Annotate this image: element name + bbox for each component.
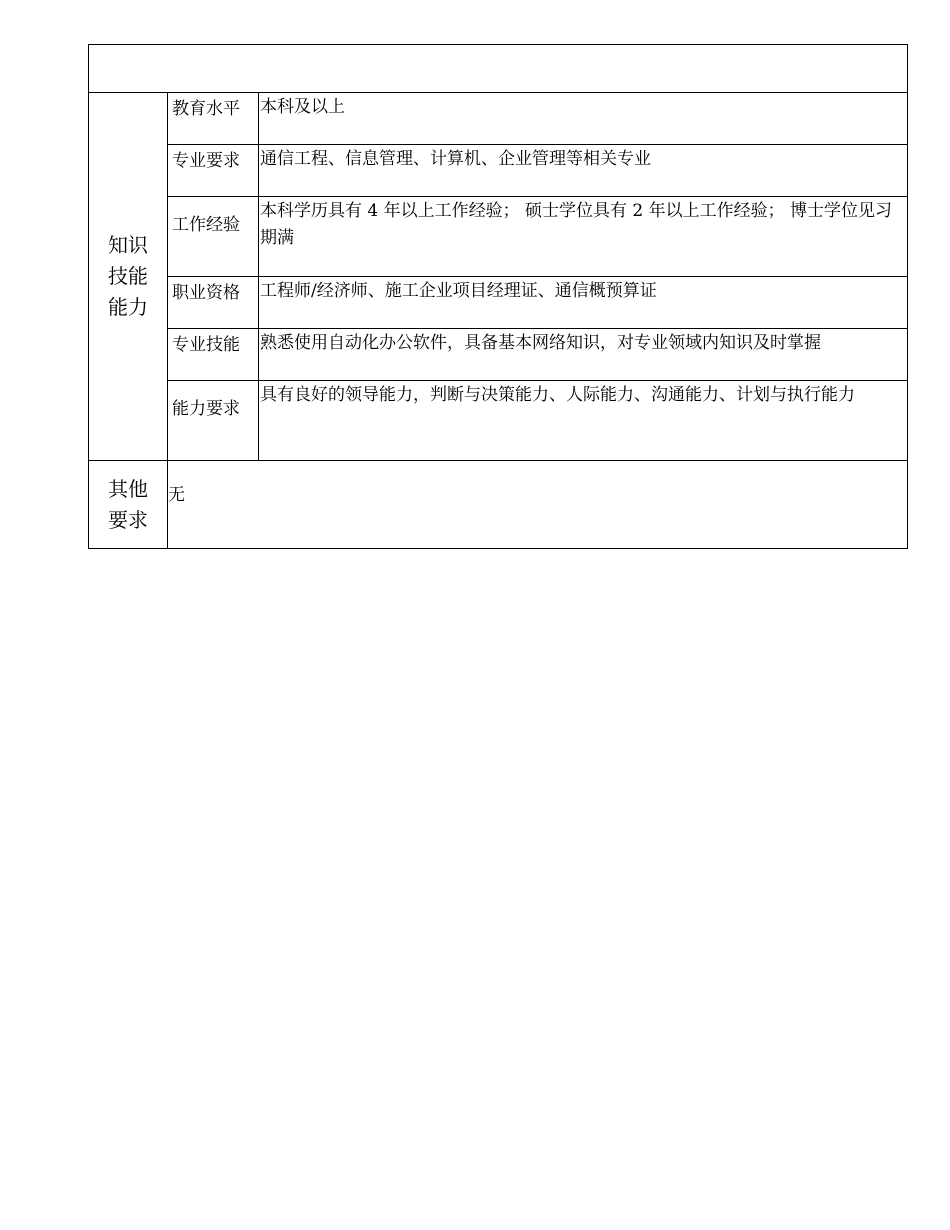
table-row xyxy=(89,197,908,277)
field-label: 能力要求 xyxy=(168,381,259,461)
table-row xyxy=(89,461,908,549)
field-value: 本科学历具有 4 年以上工作经验； 硕士学位具有 2 年以上工作经验； 博士学位见习期满 xyxy=(259,197,908,277)
field-label: 专业要求 xyxy=(168,145,259,197)
table-header-row xyxy=(89,45,908,93)
field-value: 本科及以上 xyxy=(259,93,908,145)
table-row xyxy=(89,277,908,329)
table-row xyxy=(89,329,908,381)
table-header-cell xyxy=(89,45,908,93)
field-label: 职业资格 xyxy=(168,277,259,329)
table-row xyxy=(89,145,908,197)
field-value: 具有良好的领导能力，判断与决策能力、人际能力、沟通能力、计划与执行能力 xyxy=(259,381,908,461)
other-requirements-value: 无 xyxy=(168,461,908,549)
table-row xyxy=(89,381,908,461)
section-label-knowledge xyxy=(89,93,168,461)
section-label-other xyxy=(89,461,168,549)
field-value: 通信工程、信息管理、计算机、企业管理等相关专业 xyxy=(259,145,908,197)
field-label: 专业技能 xyxy=(168,329,259,381)
field-value: 熟悉使用自动化办公软件，具备基本网络知识，对专业领域内知识及时掌握 xyxy=(259,329,908,381)
section-label-text: 其他要求 xyxy=(108,476,148,532)
field-label: 教育水平 xyxy=(168,93,259,145)
job-requirements-table xyxy=(88,44,908,549)
section-label-text: 知识技能能力 xyxy=(108,233,148,319)
field-value: 工程师/经济师、施工企业项目经理证、通信概预算证 xyxy=(259,277,908,329)
table-row xyxy=(89,93,908,145)
field-label: 工作经验 xyxy=(168,197,259,277)
